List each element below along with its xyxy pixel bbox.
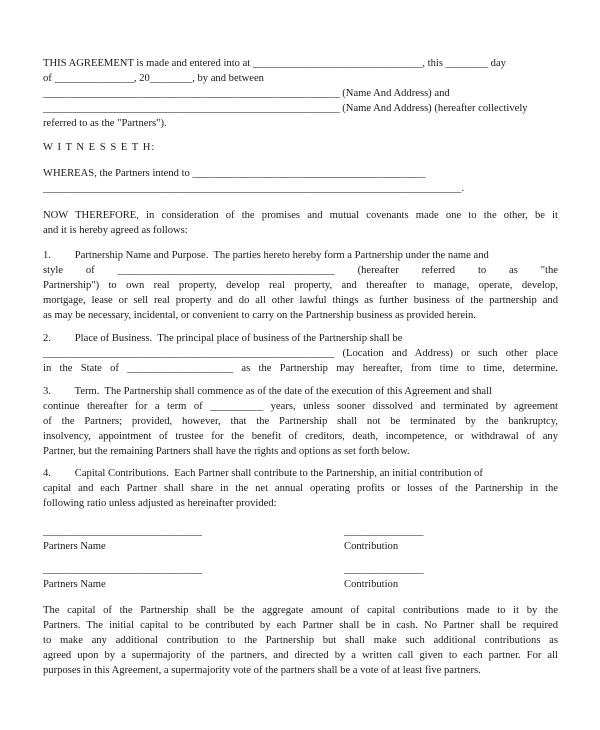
contribution-field-1 bbox=[344, 524, 423, 554]
section-1-line-3: Partnership") to own real property, develop real property, and thereafter to manage, operate, develop, bbox=[43, 280, 558, 291]
section-4-capital-contributions bbox=[43, 466, 558, 511]
capital-paragraph bbox=[43, 603, 558, 678]
capital-line-4: agreed upon by a supermajority of the partners, and directed by a written call given to each partner. For all bbox=[43, 650, 558, 661]
section-1-line-4: mortgage, lease or sell real property and do all other lawful things as further business of the partnership and bbox=[43, 295, 558, 306]
contribution-label: Contribution bbox=[344, 541, 399, 552]
now-therefore-paragraph bbox=[43, 208, 558, 238]
section-4-line-3: following ratio unless adjusted as hereinafter provided: bbox=[43, 498, 277, 509]
section-3-term bbox=[43, 384, 558, 459]
section-2-place-of-business bbox=[43, 331, 558, 376]
section-2-line-1: 2. Place of Business. The principal place of business of the Partnership shall be bbox=[43, 333, 403, 344]
partner-name-label: Partners Name bbox=[43, 541, 106, 552]
section-2-line-2: _______________________________________________________ (Location and Address) or such other place bbox=[43, 348, 558, 359]
section-1-line-5: as may be necessary, incidental, or convenient to carry on the Partnership business as provided herein. bbox=[43, 310, 476, 321]
section-4-line-2: capital and each Partner shall share in the net annual operating profits or losses of the Partnership in the bbox=[43, 483, 558, 494]
witnesseth-heading: W I T N E S S E T H: bbox=[43, 142, 156, 153]
section-4-line-1: 4. Capital Contributions. Each Partner shall contribute to the Partnership, an initial contribution of bbox=[43, 468, 483, 479]
section-3-line-3: of the Partners; provided, however, that the Partnership shall not be terminated by the bankruptcy, bbox=[43, 416, 558, 427]
contribution-line: _______________ bbox=[344, 526, 424, 537]
capital-line-1: The capital of the Partnership shall be the aggregate amount of capital contributions made to it by the bbox=[43, 605, 558, 616]
capital-line-5: purposes in this Agreement, a supermajority vote of the partners shall be a vote of at least five partners. bbox=[43, 665, 481, 676]
intro-line-1: THIS AGREEMENT is made and entered into at ________________________________, this ________ day bbox=[43, 58, 506, 69]
contribution-line: _______________ bbox=[344, 564, 424, 575]
whereas-line-2: _______________________________________________________________________________. bbox=[43, 183, 465, 194]
contribution-label: Contribution bbox=[344, 579, 399, 590]
section-1-line-1: 1. Partnership Name and Purpose. The parties hereto hereby form a Partnership under the name and bbox=[43, 250, 489, 261]
whereas-paragraph bbox=[43, 166, 558, 196]
now-therefore-line-2: and it is hereby agreed as follows: bbox=[43, 225, 188, 236]
section-3-line-1: 3. Term. The Partnership shall commence as of the date of the execution of this Agreement and shall bbox=[43, 386, 492, 397]
section-1-line-2: style of _________________________________________ (hereafter referred to as "the bbox=[43, 265, 558, 276]
contribution-field-2 bbox=[344, 562, 423, 592]
whereas-line-1: WHEREAS, the Partners intend to ____________________________________________ bbox=[43, 168, 426, 179]
section-3-line-4: insolvency, appointment of trustee for the benefit of creditors, death, incompetence, or withdrawal of any bbox=[43, 431, 558, 442]
intro-line-3: ________________________________________________________ (Name And Address) and bbox=[43, 88, 450, 99]
intro-line-5: referred to as the "Partners"). bbox=[43, 118, 167, 129]
partner-name-field-2 bbox=[43, 562, 202, 592]
partner-name-label: Partners Name bbox=[43, 579, 106, 590]
now-therefore-line-1: NOW THEREFORE, in consideration of the promises and mutual covenants made one to the other, be it bbox=[43, 210, 558, 221]
capital-line-2: Partners. The initial capital to be contributed by each Partner shall be in cash. No Partner shall be required bbox=[43, 620, 558, 631]
section-1-partnership-name bbox=[43, 248, 558, 323]
partner-name-field-1 bbox=[43, 524, 202, 554]
capital-line-3: to make any additional contribution to the Partnership but shall make such additional contributions as bbox=[43, 635, 558, 646]
section-2-line-3: in the State of ____________________ as the Partnership may hereafter, from time to time, determine. bbox=[43, 363, 558, 374]
section-3-line-2: continue thereafter for a term of __________ years, unless sooner dissolved and terminated by agreement bbox=[43, 401, 558, 412]
partner-name-line: ______________________________ bbox=[43, 526, 202, 537]
section-3-line-5: Partner, but the remaining Partners shall have the rights and options as set forth below. bbox=[43, 446, 410, 457]
intro-paragraph bbox=[43, 56, 558, 131]
intro-line-2: of _______________, 20________, by and between bbox=[43, 73, 264, 84]
partner-name-line: ______________________________ bbox=[43, 564, 202, 575]
intro-line-4: ________________________________________________________ (Name And Address) (hereafter collectively bbox=[43, 103, 528, 114]
